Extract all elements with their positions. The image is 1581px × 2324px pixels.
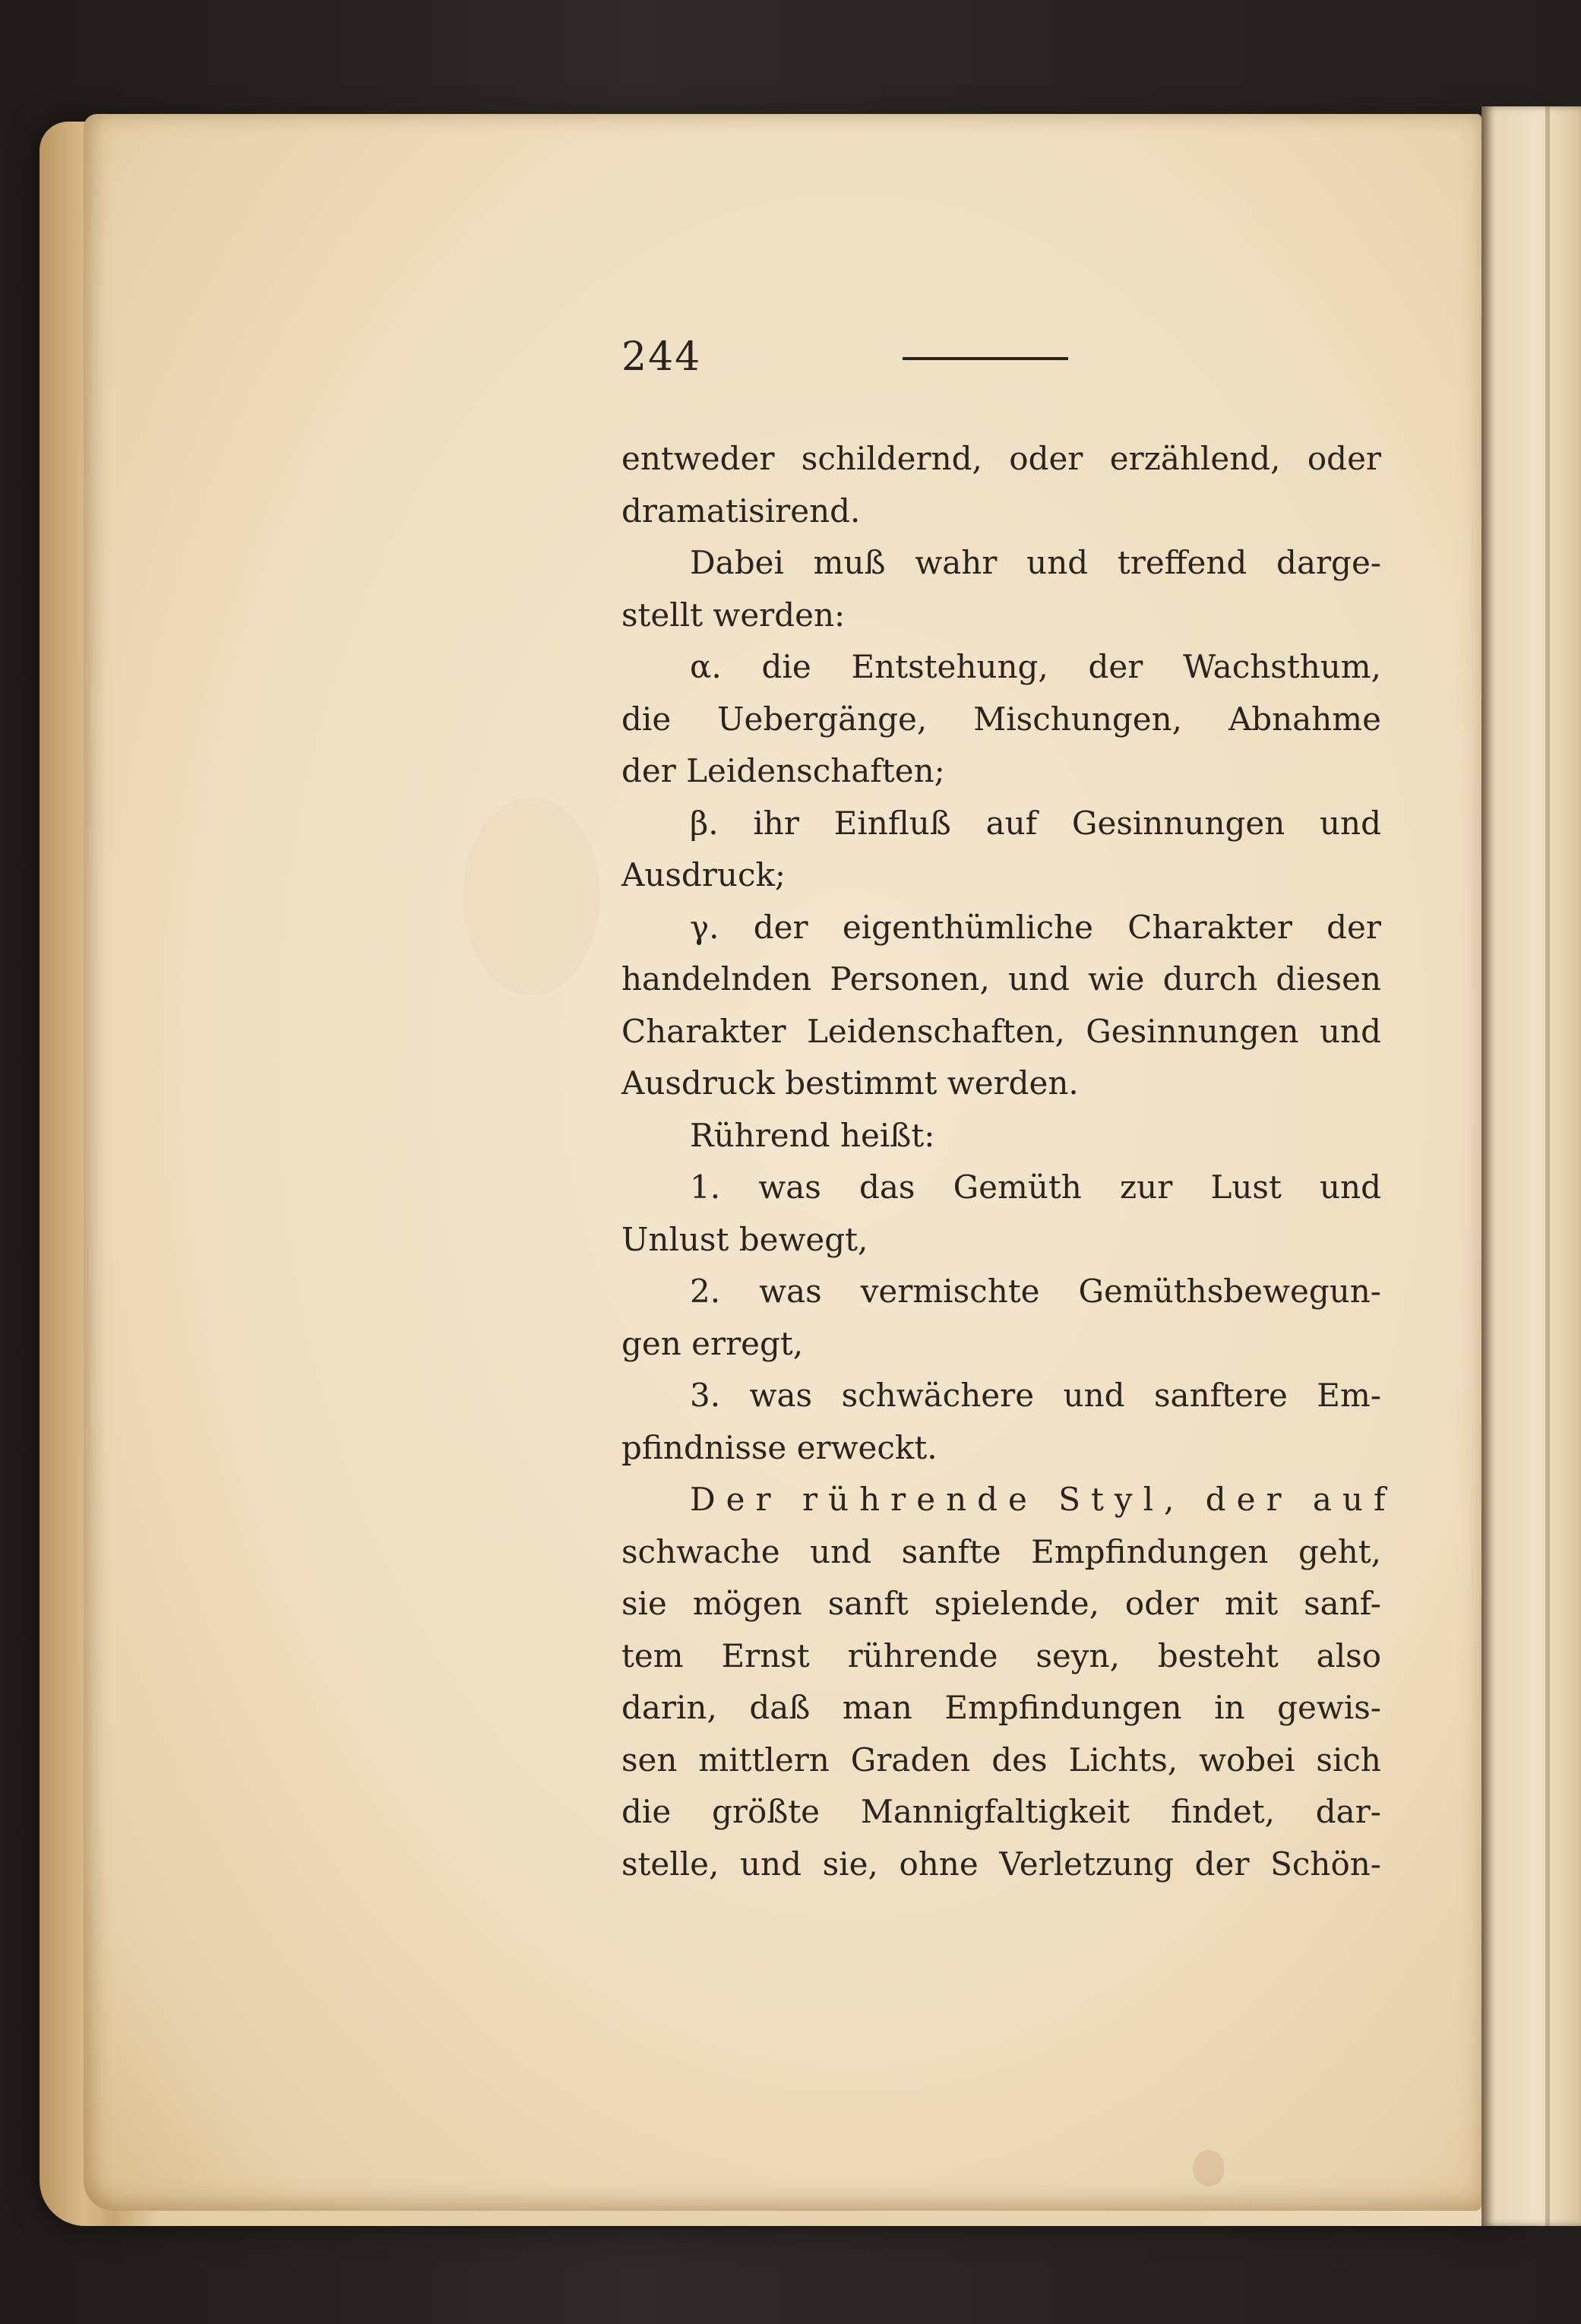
text-line: α. die Entstehung, der Wachsthum, [690, 648, 1381, 685]
text-line: stelle, und sie, ohne Verletzung der Schön- [621, 1845, 1381, 1883]
page-text-body [621, 433, 1396, 1890]
text-line: 1. was das Gemüth zur Lust und [690, 1168, 1381, 1206]
text-line: die größte Mannigfaltigkeit findet, dar- [621, 1793, 1381, 1830]
text-line: entweder schildernd, oder erzählend, oder [621, 440, 1381, 477]
text-line: Der rührende Styl, der auf [690, 1481, 1396, 1518]
text-line: Unlust bewegt, [621, 1220, 868, 1258]
text-line: Ausdruck; [621, 856, 786, 893]
paper-stain [1193, 2150, 1225, 2186]
text-line: β. ihr Einfluß auf Gesinnungen und [690, 804, 1381, 842]
text-line: sen mittlern Graden des Lichts, wobei sich [621, 1741, 1381, 1779]
text-line: Dabei muß wahr und treffend darge- [690, 544, 1381, 581]
text-line: Rührend heißt: [690, 1116, 935, 1154]
text-line: Ausdruck bestimmt werden. [621, 1064, 1079, 1102]
text-line: 3. was schwächere und sanftere Em- [690, 1377, 1381, 1414]
page-number: 244 [621, 334, 702, 380]
text-line: gen erregt, [621, 1324, 804, 1362]
text-line: γ. der eigenthümliche Charakter der [690, 908, 1381, 946]
header-rule [903, 357, 1068, 360]
text-line: 2. was vermischte Gemüthsbewegun- [690, 1273, 1381, 1310]
text-line: Charakter Leidenschaften, Gesinnungen und [621, 1012, 1381, 1050]
text-line: stellt werden: [621, 596, 846, 634]
facing-page-edge [1481, 106, 1581, 2226]
text-line: tem Ernst rührende seyn, besteht also [621, 1636, 1381, 1674]
text-line: sie mögen sanft spielende, oder mit sanf- [621, 1585, 1381, 1622]
text-line: die Uebergänge, Mischungen, Abnahme [621, 700, 1381, 738]
text-line: darin, daß man Empfindungen in gewis- [621, 1689, 1381, 1726]
text-line: pfindnisse erweckt. [621, 1428, 938, 1466]
text-line: schwache und sanfte Empfindungen geht, [621, 1532, 1381, 1570]
paper-stain [463, 798, 600, 995]
text-line: dramatisirend. [621, 492, 861, 530]
text-line: handelnden Personen, und wie durch diesen [621, 960, 1381, 998]
text-line: der Leidenschaften; [621, 752, 945, 789]
